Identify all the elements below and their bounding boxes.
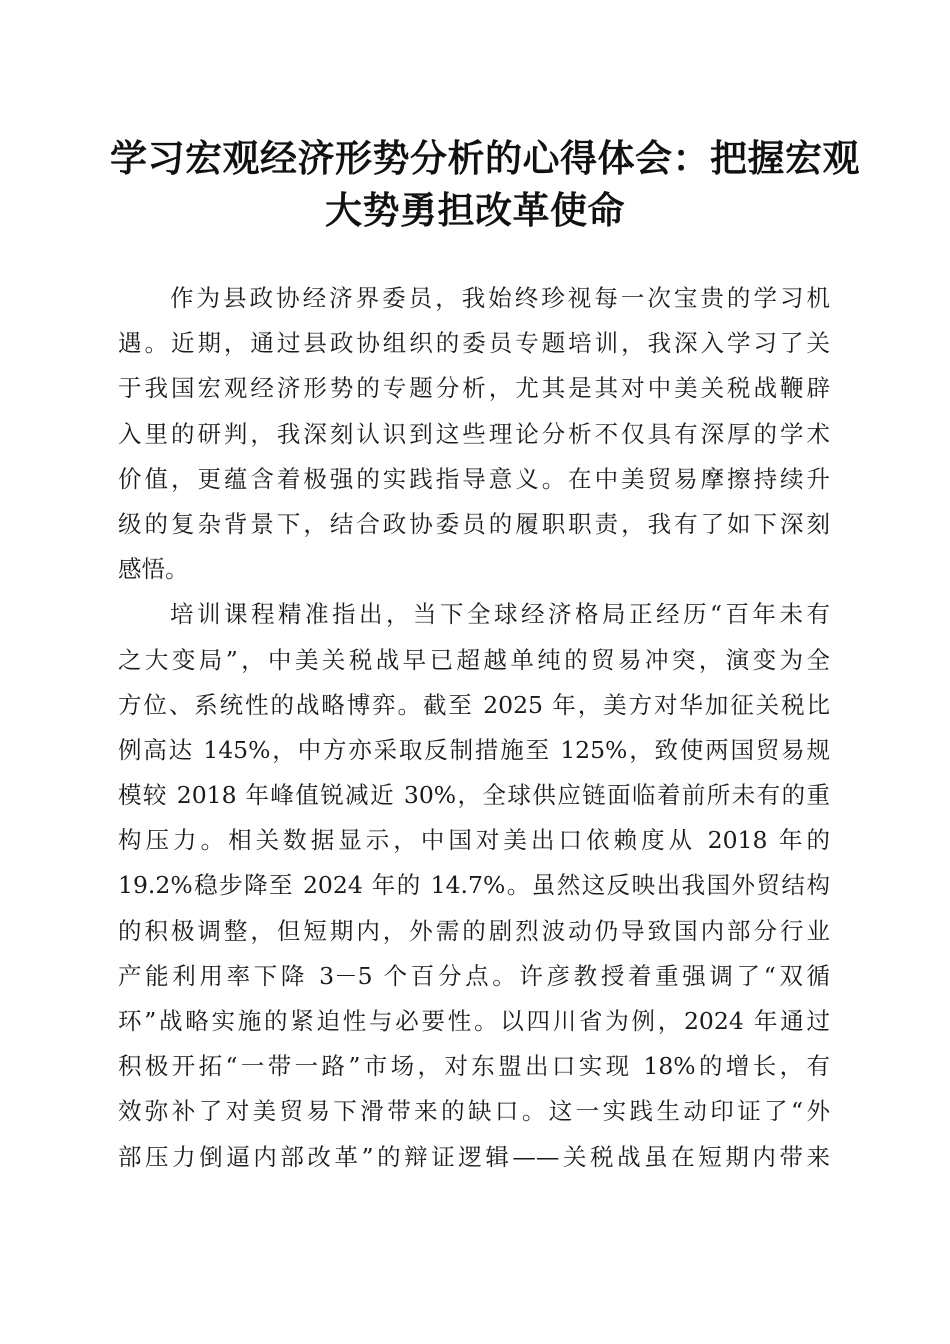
paragraph-line: 效弥补了对美贸易下滑带来的缺口。这一实践生动印证了“外 — [118, 1097, 830, 1126]
paragraph-line: 的积极调整，但短期内，外需的剧烈波动仍导致国内部分行业 — [118, 916, 830, 945]
paragraph-line: 构压力。相关数据显示，中国对美出口依赖度从 2018 年的 — [118, 826, 830, 855]
paragraph-line: 价值，更蕴含着极强的实践指导意义。在中美贸易摩擦持续升 — [118, 464, 830, 493]
paragraph-line: 感悟。 — [118, 555, 189, 584]
paragraph-line: 之大变局”，中美关税战早已超越单纯的贸易冲突，演变为全 — [118, 645, 830, 674]
paragraph-line: 模较 2018 年峰值锐减近 30%，全球供应链面临着前所未有的重 — [118, 781, 830, 810]
paragraph-line: 入里的研判，我深刻认识到这些理论分析不仅具有深厚的学术 — [118, 419, 830, 448]
paragraph-line: 例高达 145%，中方亦采取反制措施至 125%，致使两国贸易规 — [118, 735, 830, 764]
paragraph-line: 方位、系统性的战略博弈。截至 2025 年，美方对华加征关税比 — [118, 690, 830, 719]
paragraph-line: 19.2%稳步降至 2024 年的 14.7%。虽然这反映出我国外贸结构 — [118, 871, 830, 900]
paragraph-line: 产能利用率下降 3－5 个百分点。许彦教授着重强调了“双循 — [118, 961, 830, 990]
paragraph-intro — [118, 276, 830, 592]
paragraph-line: 环”战略实施的紧迫性与必要性。以四川省为例，2024 年通过 — [118, 1007, 830, 1035]
paragraph-line: 于我国宏观经济形势的专题分析，尤其是其对中美关税战鞭辟 — [118, 374, 830, 403]
document-title — [110, 132, 860, 236]
paragraph-line: 级的复杂背景下，结合政协委员的履职职责，我有了如下深刻 — [118, 509, 830, 538]
paragraph-line: 遇。近期，通过县政协组织的委员专题培训，我深入学习了关 — [118, 329, 830, 358]
paragraph-training — [118, 592, 830, 1179]
title-line-1: 学习宏观经济形势分析的心得体会：把握宏观 — [110, 136, 860, 180]
paragraph-line: 培训课程精准指出，当下全球经济格局正经历“百年未有 — [170, 600, 830, 629]
paragraph-line: 作为县政协经济界委员，我始终珍视每一次宝贵的学习机 — [170, 284, 830, 312]
paragraph-line: 积极开拓“一带一路”市场，对东盟出口实现 18%的增长，有 — [118, 1052, 830, 1081]
paragraph-line: 部压力倒逼内部改革”的辩证逻辑——关税战虽在短期内带来 — [118, 1142, 830, 1171]
document-body — [118, 276, 830, 1180]
title-line-2: 大势勇担改革使命 — [325, 188, 625, 232]
